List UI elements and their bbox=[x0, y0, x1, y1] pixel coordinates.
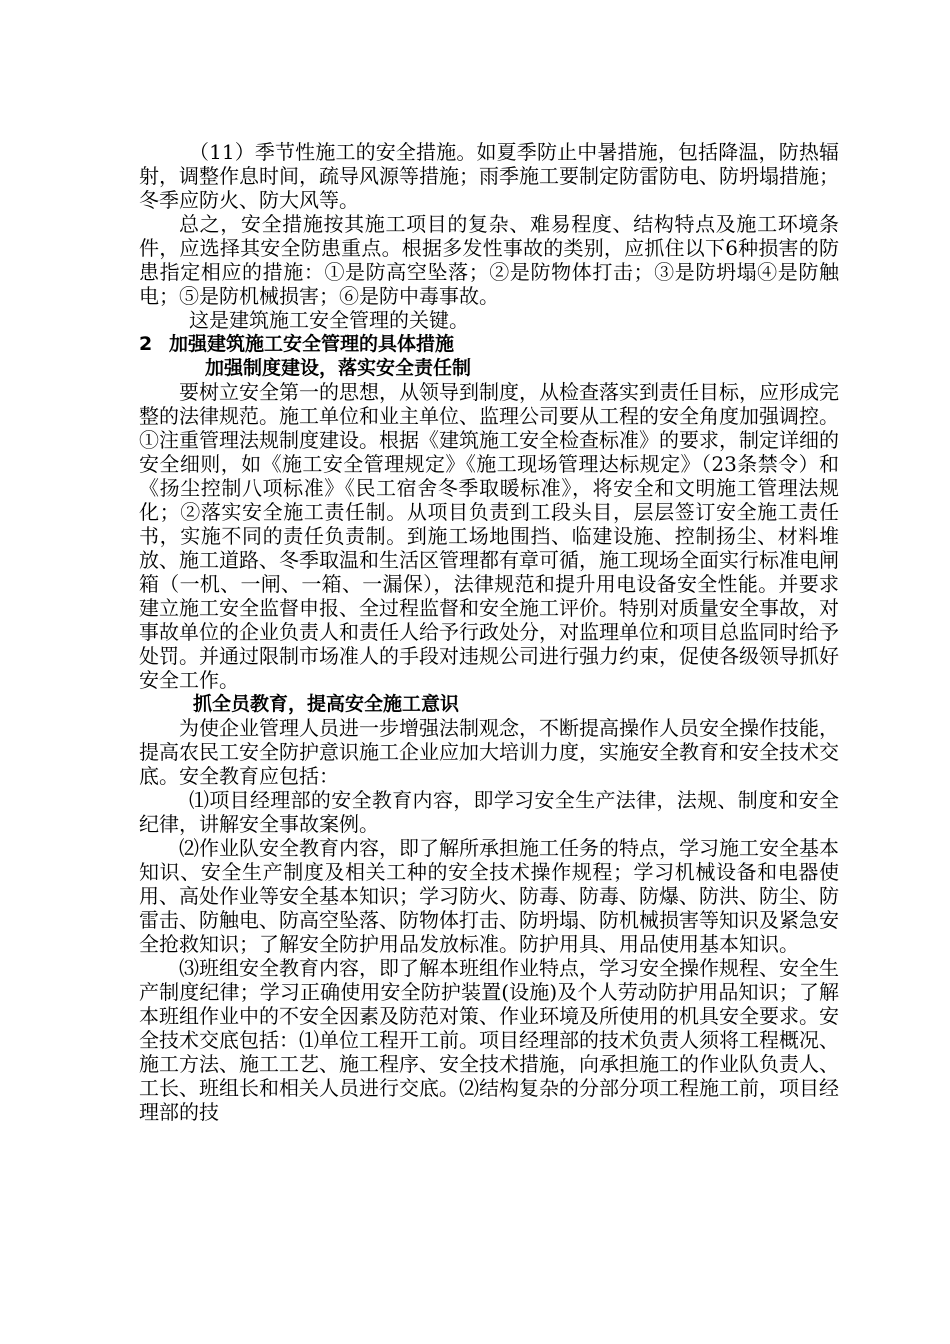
section-title: 加强建筑施工安全管理的具体措施 bbox=[169, 333, 455, 355]
paragraph-education-item-3: ⑶班组安全教育内容，即了解本班组作业特点，学习安全操作规程、安全生产制度纪律；学习正确使用安全防护装置(设施)及个人劳动防护用品知识；了解本班组作业中的不安全因素及防范对策、作业环境及所使用的机具安全要求。安全技术交底包括：⑴单位工程开工前。项目经理部的技术负责人须将工程概况、施工方法、施工工艺、施工程序、安全技术措施，向承担施工的作业队负责人、工长、班组长和相关人员进行交底。⑵结构复杂的分部分项工程施工前，项目经理部的技 bbox=[139, 956, 839, 1124]
paragraph-summary: 总之，安全措施按其施工项目的复杂、难易程度、结构特点及施工环境条件，应选择其安全防患重点。根据多发性事故的类别，应抓住以下6种损害的防患指定相应的措施：①是防高空坠落；②是防物体打击；③是防坍塌④是防触电；⑤是防机械损害；⑥是防中毒事故。 bbox=[139, 212, 839, 308]
section-number: 2 bbox=[139, 333, 153, 355]
subheading-education: 抓全员教育，提高安全施工意识 bbox=[193, 693, 460, 715]
section-heading bbox=[139, 332, 839, 356]
paragraph-seasonal-measures: （11）季节性施工的安全措施。如夏季防止中暑措施，包括降温，防热辐射，调整作息时间，疏导风源等措施；雨季施工要制定防雷防电、防坍塌措施；冬季应防火、防大风等。 bbox=[139, 140, 839, 212]
paragraph-education-item-1: ⑴项目经理部的安全教育内容，即学习安全生产法律，法规、制度和安全纪律，讲解安全事故案例。 bbox=[139, 788, 839, 836]
paragraph-education-item-2: ⑵作业队安全教育内容，即了解所承担施工任务的特点，学习施工安全基本知识、安全生产制度及相关工种的安全技术操作规程；学习机械设备和电器使用、高处作业等安全基本知识；学习防火、防毒、防毒、防爆、防洪、防尘、防雷击、防触电、防高空坠落、防物体打击、防坍塌、防机械损害等知识及紧急安全抢救知识；了解安全防护用品发放标准。防护用具、用品使用基本知识。 bbox=[139, 836, 839, 956]
paragraph-key-point: 这是建筑施工安全管理的关键。 bbox=[189, 308, 469, 332]
paragraph-system-building: 要树立安全第一的思想，从领导到制度，从检查落实到责任目标，应形成完整的法律规范。施工单位和业主单位、监理公司要从工程的安全角度加强调控。①注重管理法规制度建设。根据《建筑施工安全检查标准》的要求，制定详细的安全细则，如《施工安全管理规定》《施工现场管理达标规定》（23条禁令）和《扬尘控制八项标准》《民工宿舍冬季取暖标准》，将安全和文明施工管理法规化；②落实安全施工责任制。从项目负责到工段头目，层层签订安全施工责任书，实施不同的责任负责制。到施工场地围挡、临建设施、控制扬尘、材料堆放、施工道路、冬季取温和生活区管理都有章可循，施工现场全面实行标准电闸箱（一机、一闸、一箱、一漏保），法律规范和提升用电设备安全性能。并要求建立施工安全监督申报、全过程监督和安全施工评价。特别对质量安全事故，对事故单位的企业负责人和责任人给予行政处分，对监理单位和项目总监同时给予处罚。并通过限制市场准人的手段对违规公司进行强力约束，促使各级领导抓好安全工作。 bbox=[139, 380, 839, 692]
document-page bbox=[139, 140, 839, 1124]
subheading-system-building: 加强制度建设，落实安全责任制 bbox=[205, 357, 472, 379]
paragraph-education-intro: 为使企业管理人员进一步增强法制观念，不断提高操作人员安全操作技能，提高农民工安全防护意识施工企业应加大培训力度，实施安全教育和安全技术交底。安全教育应包括： bbox=[139, 716, 839, 788]
